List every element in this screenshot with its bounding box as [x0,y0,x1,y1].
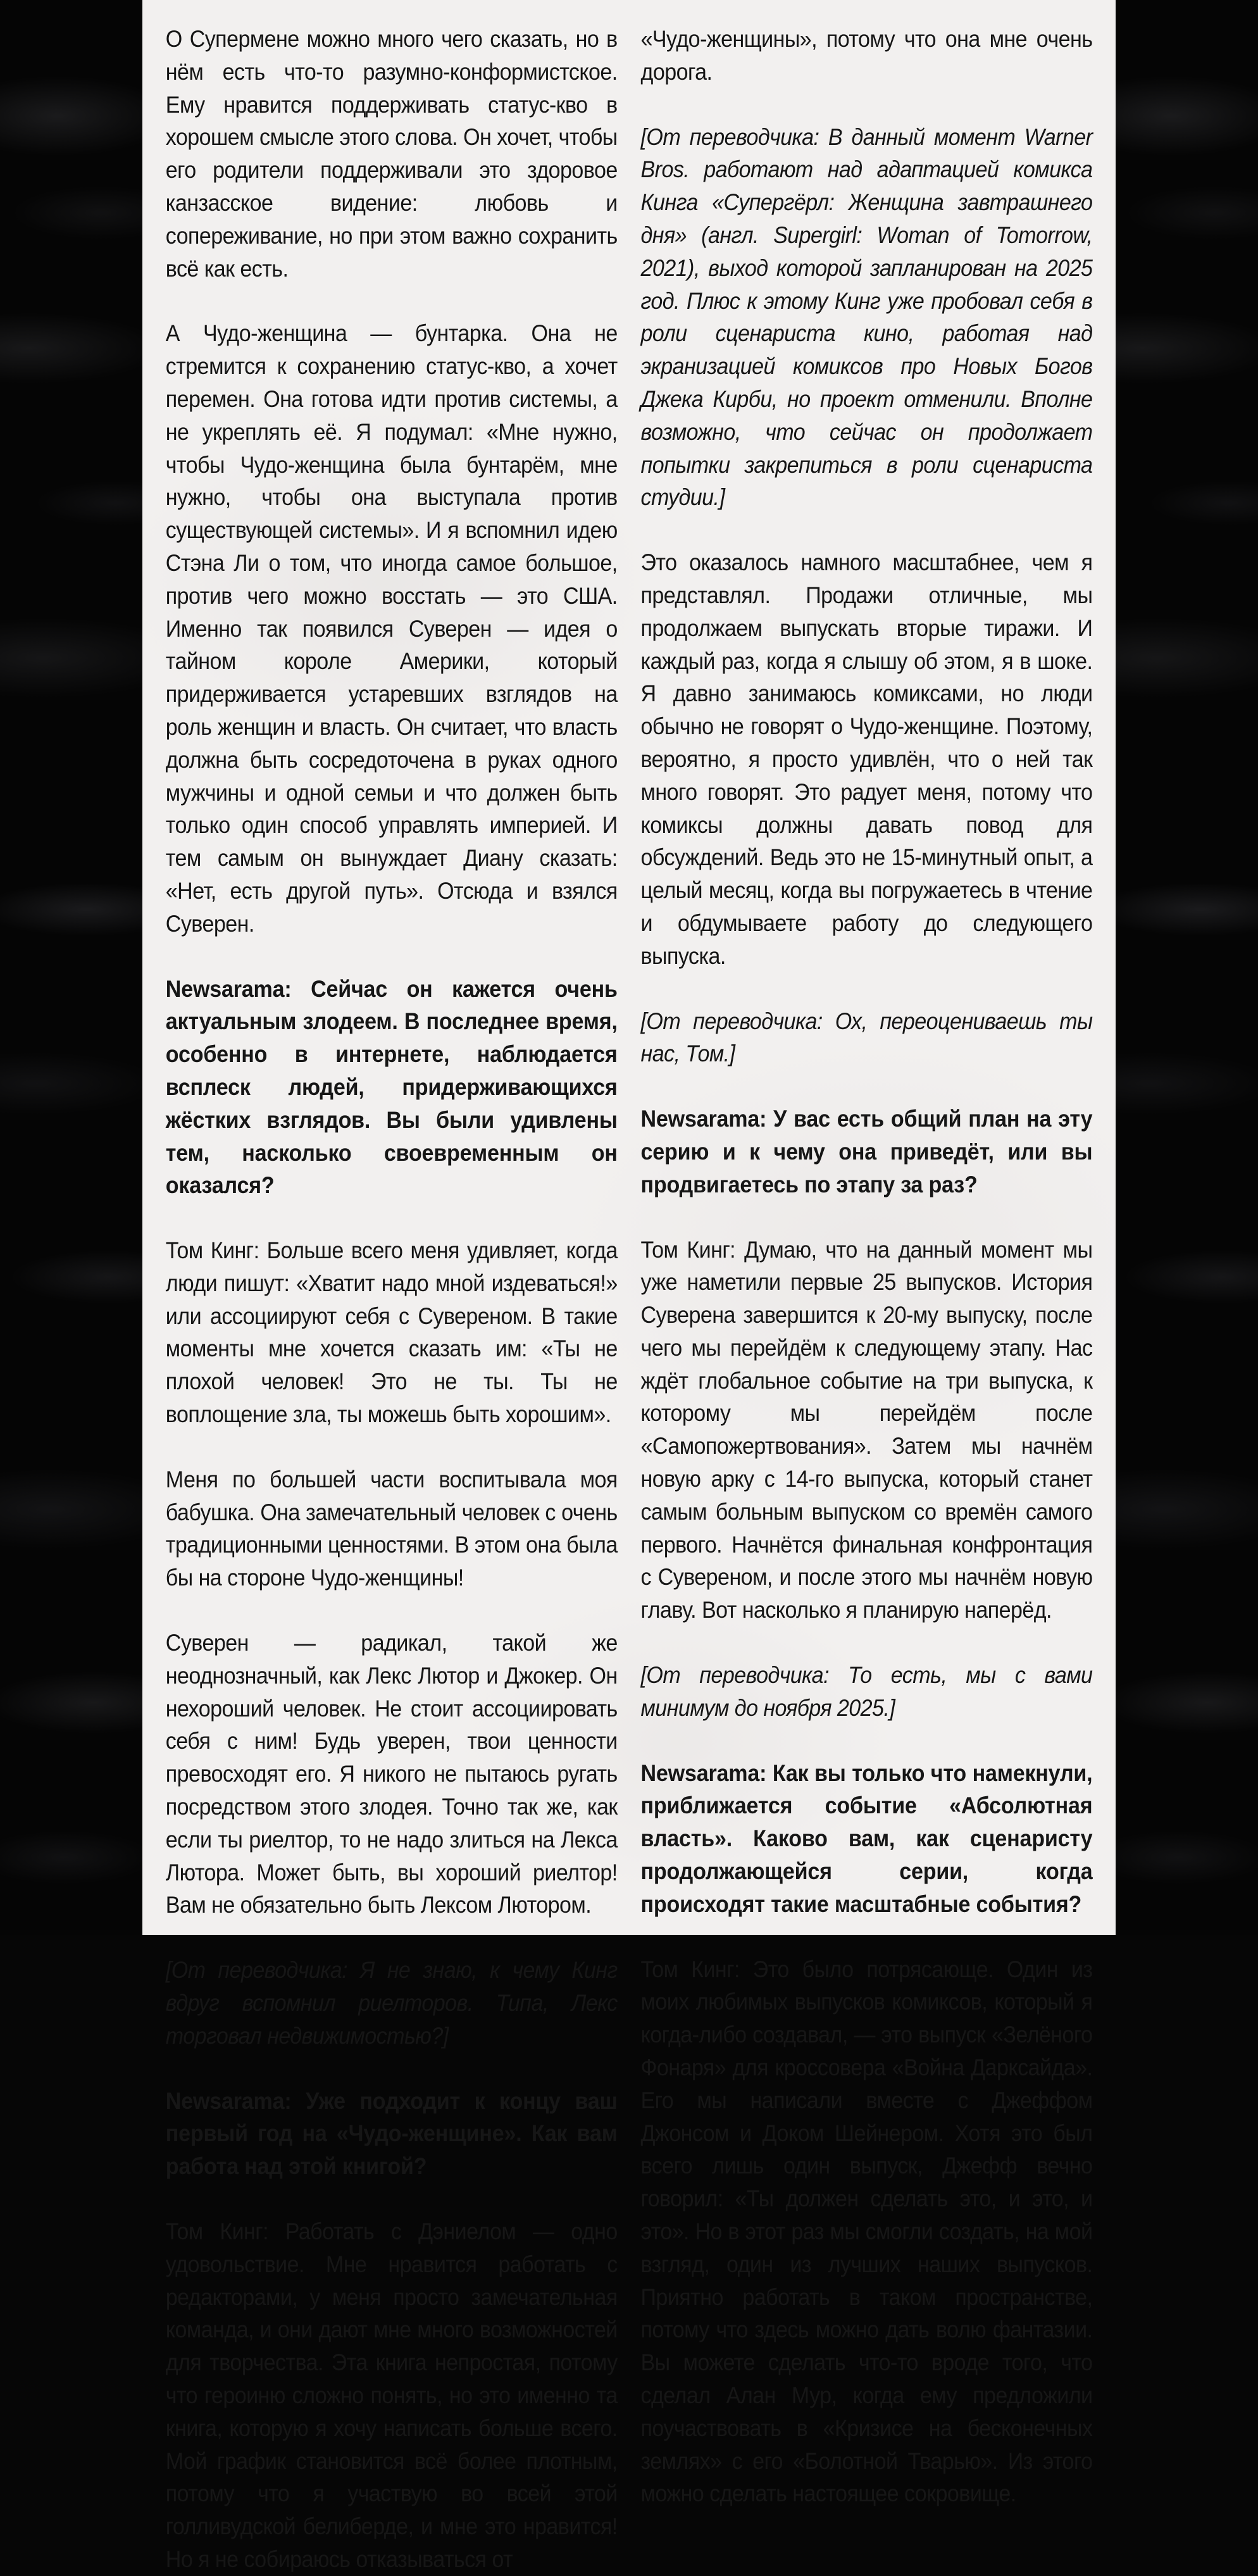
translator-note: [От переводчика: То есть, мы с вами минимум до ноября 2025.] [640,1662,1093,1721]
question-paragraph: Newsarama: Сейчас он кажется очень актуальным злодеем. В последнее время, особенно в интернете, наблюдается всплеск людей, придерживающихся жёстких взглядов. Вы были удивлены тем, насколько своевременным он оказался? [165,975,618,1199]
column-right [640,23,1093,2507]
marble-border-left [0,0,144,1935]
body-paragraph: «Чудо-женщины», потому что она мне очень дорога. [640,26,1093,85]
column-left [165,23,618,2572]
question-paragraph: Newsarama: Как вы только что намекнули, приближается событие «Абсолютная власть». Каково вам, как сценаристу продолжающейся серии, когда происходят такие масштабные события? [640,1760,1093,1917]
body-paragraph: Том Кинг: Больше всего меня удивляет, когда люди пишут: «Хватит надо мной издеваться!» или ассоциируют себя с Сувереном. В такие моменты мне хочется сказать им: «Ты не плохой человек! Это не ты. Ты не воплощение зла, ты можешь быть хорошим». [165,1237,618,1428]
body-paragraph: О Супермене можно много чего сказать, но в нём есть что-то разумно-конформистское. Ему нравится поддерживать статус-кво в хорошем смысле этого слова. Он хочет, чтобы его родители поддерживали это здоровое канзасское видение: любовь и сопереживание, но при этом важно сохранить всё как есть. [165,26,618,282]
question-paragraph: Newsarama: У вас есть общий план на эту серию и к чему она приведёт, или вы продвигаетесь по этапу за раз? [640,1106,1093,1197]
translator-note: [От переводчика: Я не знаю, к чему Кинг вдруг вспомнил риелторов. Типа, Лекс торговал недвижимостью?] [165,1957,618,2049]
body-paragraph: Суверен — радикал, такой же неоднозначный, как Лекс Лютор и Джокер. Он нехороший человек. Не стоит ассоциировать себя с ним! Будь уверен, твои ценности превосходят его. Я никого не пытаюсь ругать посредством этого злодея. Точно так же, как если ты риелтор, то не надо злиться на Лекса Лютора. Может быть, вы хороший риелтор! Вам не обязательно быть Лексом Лютором. [165,1630,618,1918]
body-paragraph: Том Кинг: Работать с Дэниелом — одно удовольствие. Мне нравится работать с редакторами, у меня просто замечательная команда, и они дают мне много возможностей для творчества. Эта книга непростая, потому что героиню сложно понять, но это именно та книга, которую я хочу написать больше всего. Мой график становится всё более плотным, потому что я участвую во всей этой голливудской белиберде, и мне это нравится! Но я не собираюсь отказываться от [165,2218,618,2572]
body-paragraph: Том Кинг: Это было потрясающе. Один из моих любимых выпусков комиксов, который я когда-либо создавал, — это выпуск «Зелёного Фонаря» для кроссовера «Война Дарксайда». Его мы написали вместе с Джеффом Джонсом и Доком Шейнером. Хотя это был всего лишь один выпуск, Джефф вечно говорил: «Ты должен сделать это, и это, и это». Но в этот раз мы смогли создать, на мой взгляд, один из лучших наших выпусков. Приятно работать в таком пространстве, потому что здесь можно дать волю фантазии. Вы можете сделать что-то вроде того, что сделал Алан Мур, когда ему предложили поучаствовать в «Кризисе на бесконечных землях» с его «Болотной Тварью». Из этого можно сделать настоящее сокровище. [640,1956,1093,2507]
body-paragraph: Это оказалось намного масштабнее, чем я представлял. Продажи отличные, мы продолжаем выпускать вторые тиражи. И каждый раз, когда я слышу об этом, я в шоке. Я давно занимаюсь комиксами, но люди обычно не говорят о Чудо-женщине. Поэтому, вероятно, я просто удивлён, что о ней так много говорят. Это радует меня, потому что комиксы должны давать повод для обсуждений. Ведь это не 15-минутный опыт, а целый месяц, когда вы погружаетесь в чтение и обдумываете работу до следующего выпуска. [640,549,1093,969]
interview-article [142,0,1116,2572]
translator-note: [От переводчика: Ох, переоцениваешь ты нас, Том.] [640,1008,1093,1067]
marble-border-right [1114,0,1258,1935]
question-paragraph: Newsarama: Уже подходит к концу ваш первый год на «Чудо-женщине». Как вам работа над этой книгой? [165,2087,618,2180]
translator-note: [От переводчика: В данный момент Warner Bros. работают над адаптацией комикса Кинга «Супергёрл: Женщина завтрашнего дня» (англ. Supergirl: Woman of Tomorrow, 2021), выход которой запланирован на 2025 год. Плюс к этому Кинг уже пробовал себя в роли сценариста кино, работая над экранизацией комиксов про Новых Богов Джека Кирби, но проект отменили. Вполне возможно, что сейчас он продолжает попытки закрепиться в роли сценариста студии.] [640,123,1093,511]
body-paragraph: А Чудо-женщина — бунтарка. Она не стремится к сохранению статус-кво, а хочет перемен. Она готова идти против системы, а не укреплять её. Я подумал: «Мне нужно, чтобы Чудо-женщина была бунтарём, мне нужно, чтобы она выступала против существующей системы». И я вспомнил идею Стэна Ли о том, что иногда самое большое, против чего можно восстать — это США. Именно так появился Суверен — идея о тайном короле Америки, который придерживается устаревших взглядов на роль женщин и власть. Он считает, что власть должна быть сосредоточена в руках одного мужчины и одной семьи и что должен быть только один способ управлять империей. И тем самым он вынуждает Диану сказать: «Нет, есть другой путь». Отсюда и взялся Суверен. [165,320,618,937]
body-paragraph: Том Кинг: Думаю, что на данный момент мы уже наметили первые 25 выпусков. История Суверена завершится к 20-му выпуску, после чего мы перейдём к следующему этапу. Нас ждёт глобальное событие на три выпуска, к которому мы перейдём после «Самопожертвования». Затем мы начнём новую арку с 14-го выпуска, который станет самым больным выпуском со времён самого первого. Начнётся финальная конфронтация с Сувереном, и после этого мы начнём новую главу. Вот насколько я планирую наперёд. [640,1236,1093,1623]
body-paragraph: Меня по большей части воспитывала моя бабушка. Она замечательный человек с очень традиционными ценностями. В этом она была бы на стороне Чудо-женщины! [165,1466,618,1591]
